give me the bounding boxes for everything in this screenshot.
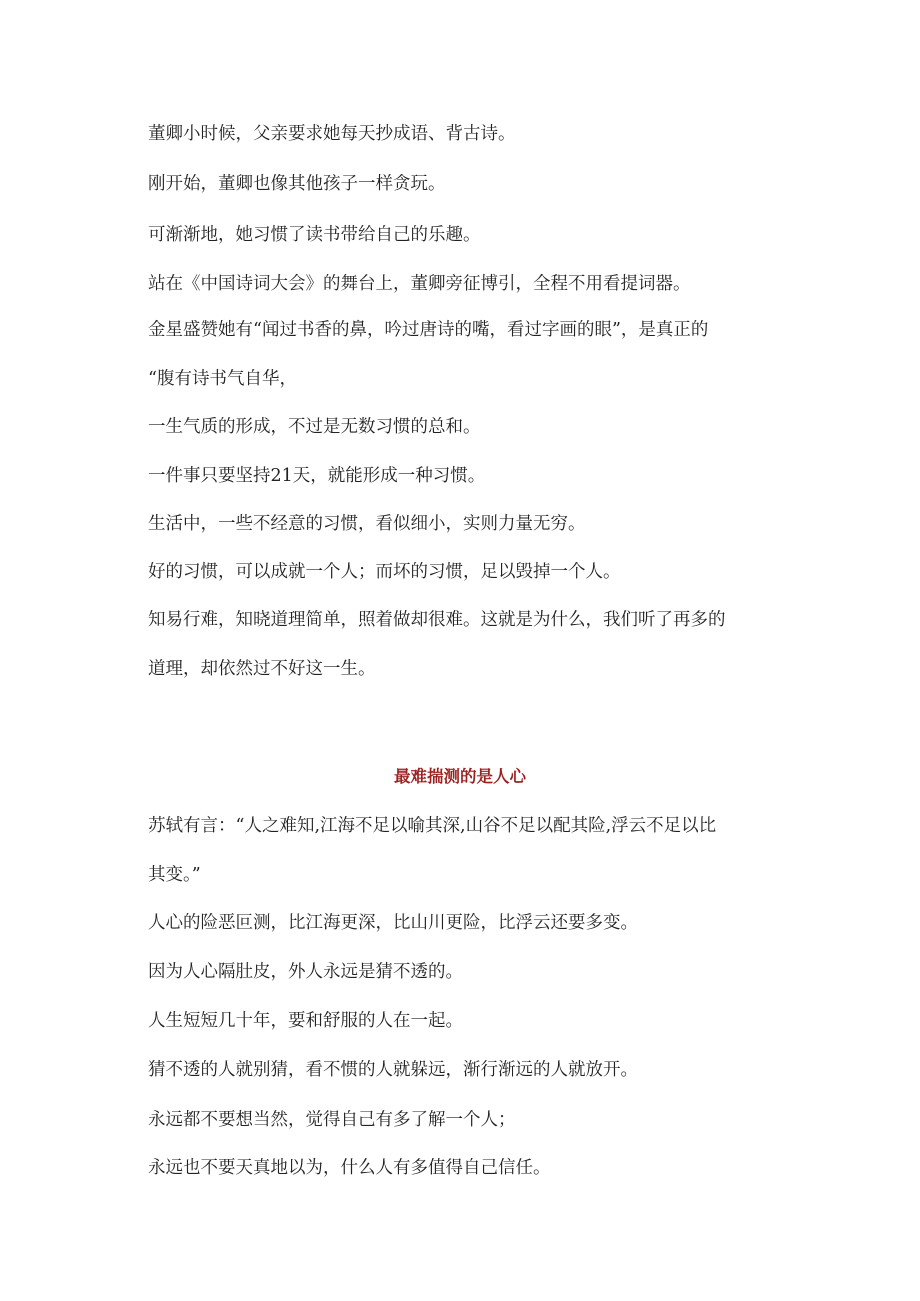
- paragraph-line: 因为人心隔肚皮，外人永远是猜不透的。: [148, 962, 463, 982]
- paragraph-line: 金星盛赞她有“闻过书香的鼻，吟过唐诗的嘴，看过字画的眼”，是真正的: [148, 320, 709, 340]
- paragraph-line: 其变。”: [148, 865, 201, 885]
- paragraph-line: 站在《中国诗词大会》的舞台上，董卿旁征博引，全程不用看提词器。: [148, 274, 691, 294]
- paragraph-line: 一生气质的形成，不过是无数习惯的总和。: [148, 417, 481, 437]
- section-heading: 最难揣测的是人心: [394, 767, 526, 786]
- paragraph-line: 好的习惯，可以成就一个人；而坏的习惯，足以毁掉一个人。: [148, 562, 621, 582]
- paragraph-line: 刚开始，董卿也像其他孩子一样贪玩。: [148, 174, 446, 194]
- paragraph-line: 永远都不要想当然，觉得自己有多了解一个人；: [148, 1110, 516, 1130]
- paragraph-line: 猜不透的人就别猜，看不惯的人就躲远，渐行渐远的人就放开。: [148, 1060, 638, 1080]
- paragraph-line: 永远也不要天真地以为，什么人有多值得自己信任。: [148, 1158, 551, 1178]
- paragraph-line: 苏轼有言：“人之难知,江海不足以喻其深,山谷不足以配其险,浮云不足以比: [148, 816, 717, 836]
- paragraph-line: 董卿小时候，父亲要求她每天抄成语、背古诗。: [148, 124, 516, 144]
- paragraph-line: 人心的险恶叵测，比江海更深，比山川更险，比浮云还要多变。: [148, 913, 638, 933]
- paragraph-line: 可渐渐地，她习惯了读书带给自己的乐趣。: [148, 225, 481, 245]
- paragraph-line: 生活中，一些不经意的习惯，看似细小，实则力量无穷。: [148, 514, 586, 534]
- paragraph-line: 一件事只要坚持21天，就能形成一种习惯。: [148, 466, 486, 486]
- paragraph-line: 知易行难，知晓道理简单，照着做却很难。这就是为什么，我们听了再多的: [148, 610, 726, 630]
- paragraph-line: “腹有诗书气自华，: [148, 369, 297, 389]
- paragraph-line: 道理，却依然过不好这一生。: [148, 659, 376, 679]
- paragraph-line: 人生短短几十年，要和舒服的人在一起。: [148, 1011, 463, 1031]
